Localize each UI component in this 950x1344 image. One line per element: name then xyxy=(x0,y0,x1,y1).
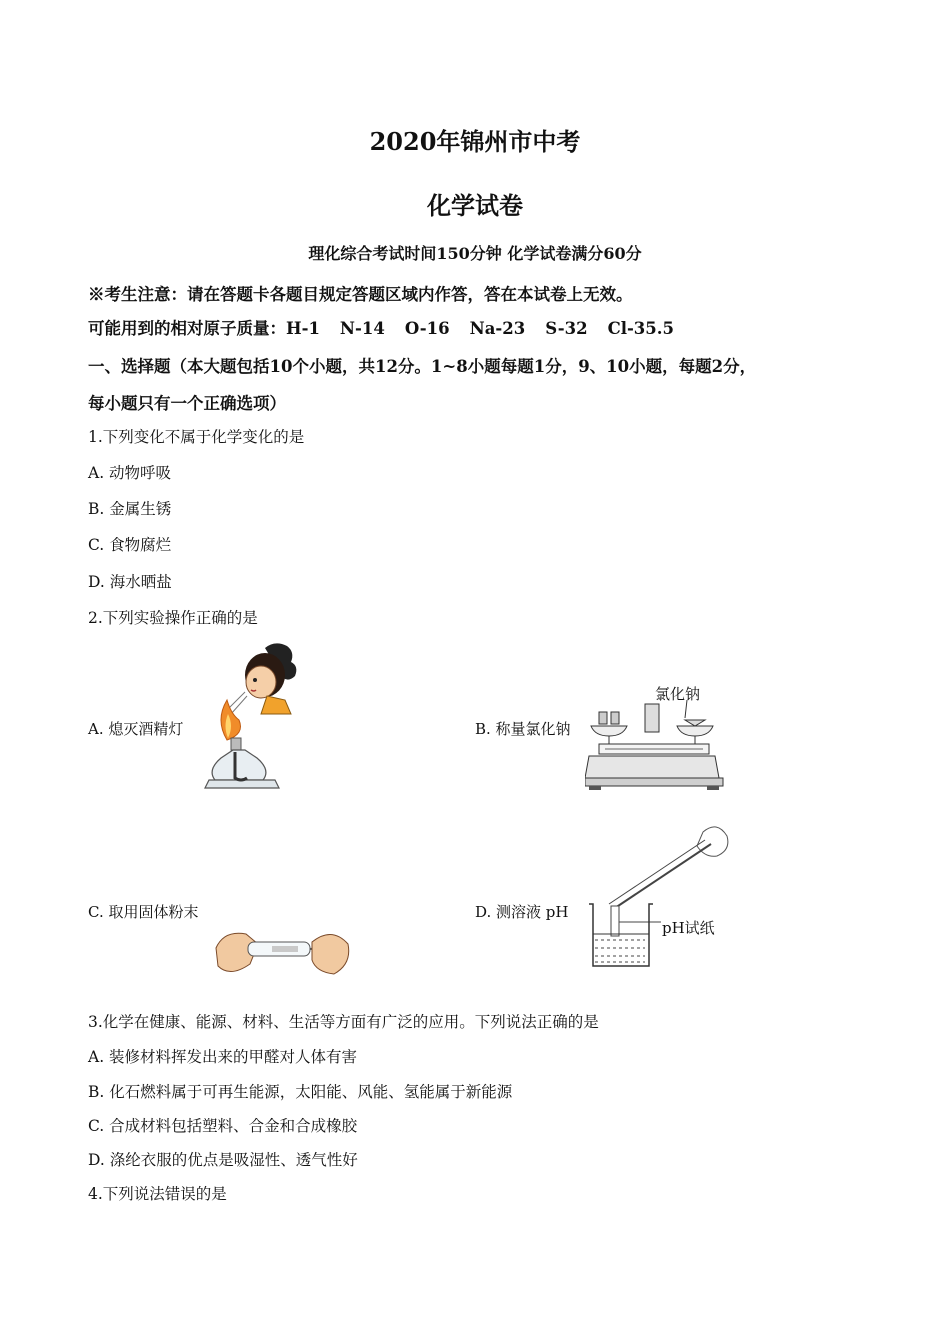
question-2-option-b: B. 称量氯化钠 xyxy=(475,720,571,738)
powder-tube-figure xyxy=(212,926,352,980)
section-heading-line1: 一、选择题（本大题包括10个小题，共12分。1~8小题每题1分，9、10小题，每题2分， xyxy=(88,357,757,376)
question-2-option-c: C. 取用固体粉末 xyxy=(88,903,199,921)
question-1-option-a: A. 动物呼吸 xyxy=(88,464,172,482)
question-3-stem: 3.化学在健康、能源、材料、生活等方面有广泛的应用。下列说法正确的是 xyxy=(88,1013,599,1031)
atomic-mass-n: N-14 xyxy=(339,319,385,338)
question-2-stem: 2.下列实验操作正确的是 xyxy=(88,609,258,627)
alcohol-lamp-blowing-figure xyxy=(195,640,310,810)
notice: ※考生注意：请在答题卡各题目规定答题区域内作答，答在本试卷上无效。 xyxy=(88,285,633,304)
atomic-mass-o: O-16 xyxy=(404,319,450,338)
ph-paper-label: pH试纸 xyxy=(662,919,715,937)
atomic-mass-line xyxy=(88,315,674,339)
question-4-stem: 4.下列说法错误的是 xyxy=(88,1185,227,1203)
subject-title: 化学试卷 xyxy=(427,191,523,220)
question-2-option-a: A. 熄灭酒精灯 xyxy=(88,720,184,738)
exam-title: 2020年锦州市中考 xyxy=(369,127,581,156)
question-2-option-d: D. 测溶液 pH xyxy=(475,903,569,921)
question-1-option-d: D. 海水晒盐 xyxy=(88,573,172,591)
question-1-option-b: B. 金属生锈 xyxy=(88,500,172,518)
atomic-mass-cl: Cl-35.5 xyxy=(607,319,674,338)
ph-test-figure xyxy=(585,822,730,970)
question-3-option-c: C. 合成材料包括塑料、合金和合成橡胶 xyxy=(88,1117,358,1135)
atomic-mass-h: H-1 xyxy=(286,319,320,338)
question-1-option-c: C. 食物腐烂 xyxy=(88,536,172,554)
balance-figure xyxy=(585,700,725,792)
atomic-mass-s: S-32 xyxy=(545,319,588,338)
question-3-option-a: A. 装修材料挥发出来的甲醛对人体有害 xyxy=(88,1048,358,1066)
atomic-mass-na: Na-23 xyxy=(469,319,526,338)
exam-info: 理化综合考试时间150分钟 化学试卷满分60分 xyxy=(308,244,642,263)
nacl-label: 氯化钠 xyxy=(655,685,701,703)
question-1-stem: 1.下列变化不属于化学变化的是 xyxy=(88,428,305,446)
question-3-option-d: D. 涤纶衣服的优点是吸湿性、透气性好 xyxy=(88,1151,358,1169)
section-heading-line2: 每小题只有一个正确选项） xyxy=(88,394,286,413)
atomic-mass-label: 可能用到的相对原子质量： xyxy=(88,319,286,338)
question-3-option-b: B. 化石燃料属于可再生能源，太阳能、风能、氢能属于新能源 xyxy=(88,1083,513,1101)
